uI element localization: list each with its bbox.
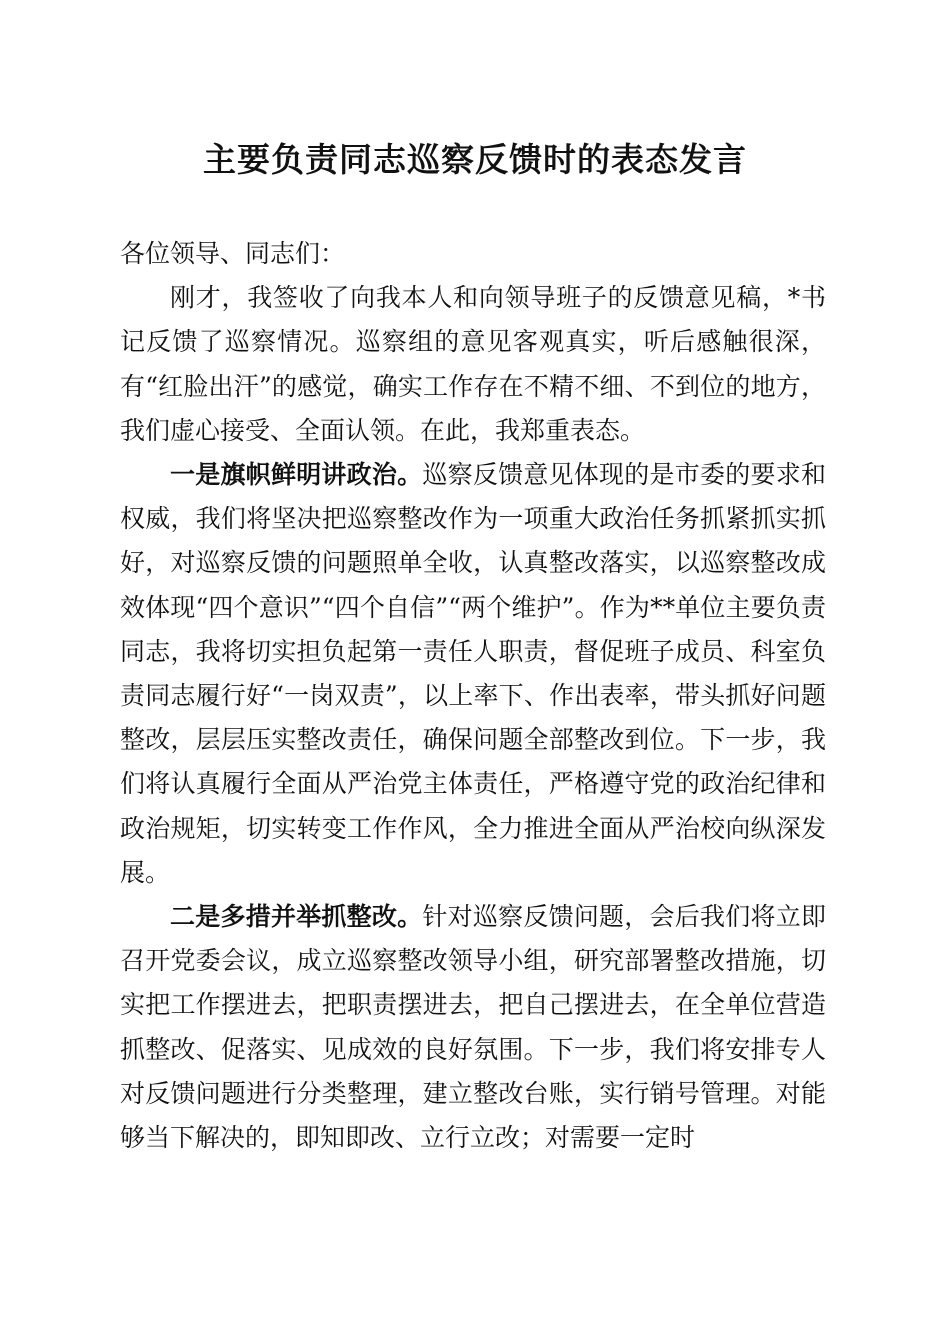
document-title: 主要负责同志巡察反馈时的表态发言 <box>203 140 747 179</box>
paragraph-text: 针对巡察反馈问题，会后我们将立即召开党委会议，成立巡察整改领导小组，研究部署整改措施，切实把工作摆进去，把职责摆进去，把自己摆进去，在全单位营造抓整改、促落实、见成效的良好氛围。下一步，我们将安排专人对反馈问题进行分类整理，建立整改台账，实行销号管理。对能够当下解决的，即知即改、立行立改；对需要一定时 <box>120 902 826 1153</box>
document-body <box>120 232 826 1160</box>
paragraph-text: 刚才，我签收了向我本人和向领导班子的反馈意见稿，*书记反馈了巡察情况。巡察组的意见客观真实，听后感触很深，有“红脸出汗”的感觉，确实工作存在不精不细、不到位的地方，我们虚心接受、全面认领。在此，我郑重表态。 <box>120 283 826 445</box>
paragraph-opening <box>120 276 826 453</box>
paragraph-lead: 一是旗帜鲜明讲政治。 <box>170 460 423 490</box>
paragraph-politics <box>120 453 826 895</box>
paragraph-lead: 二是多措并举抓整改。 <box>170 902 423 932</box>
salutation: 各位领导、同志们： <box>120 239 346 268</box>
paragraph-text: 巡察反馈意见体现的是市委的要求和权威，我们将坚决把巡察整改作为一项重大政治任务抓紧抓实抓好，对巡察反馈的问题照单全收，认真整改落实，以巡察整改成效体现“四个意识”“四个自信”“两个维护”。作为**单位主要负责同志，我将切实担负起第一责任人职责，督促班子成员、科室负责同志履行好“一岗双责”，以上率下、作出表率，带头抓好问题整改，层层压实整改责任，确保问题全部整改到位。下一步，我们将认真履行全面从严治党主体责任，严格遵守党的政治纪律和政治规矩，切实转变工作作风，全力推进全面从严治校向纵深发展。 <box>120 460 826 887</box>
paragraph-rectification <box>120 895 826 1160</box>
